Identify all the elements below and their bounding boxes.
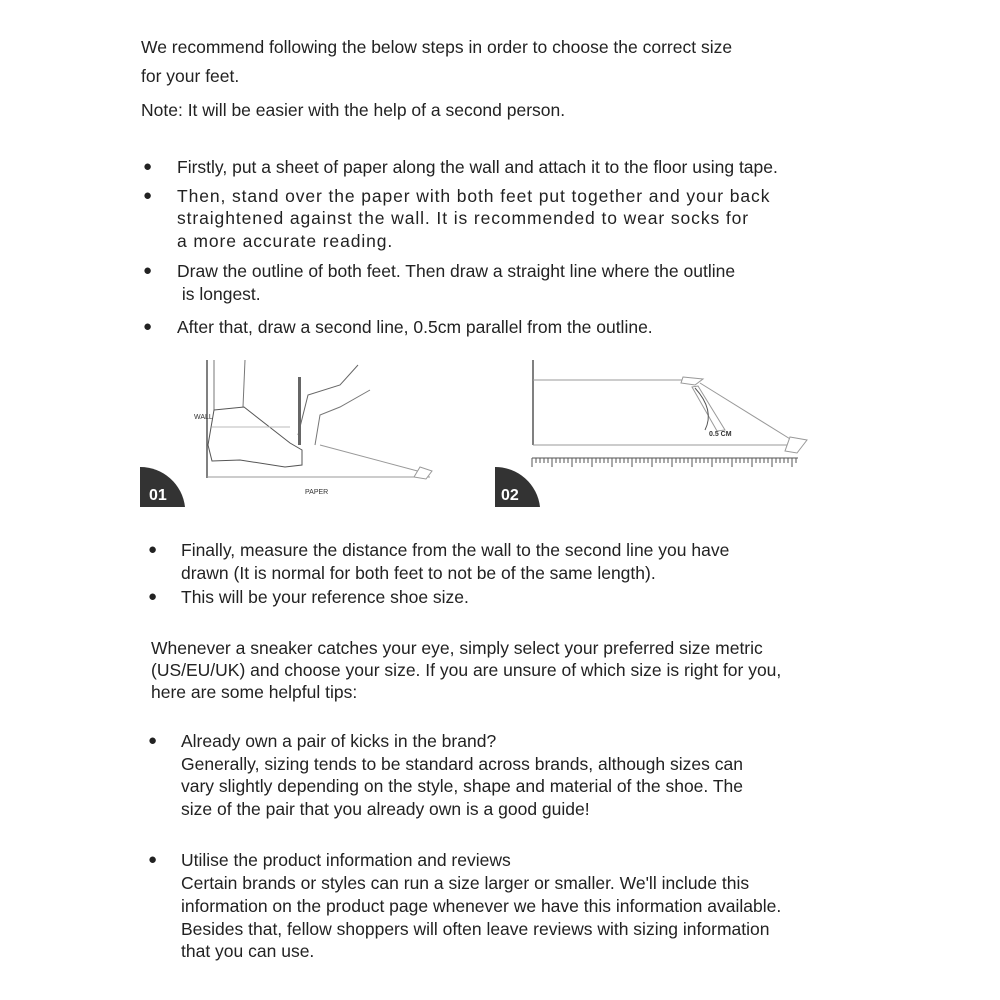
bullet: ● bbox=[148, 588, 158, 605]
step-text: This will be your reference shoe size. bbox=[181, 587, 469, 607]
note: Note: It will be easier with the help of a second person. bbox=[141, 100, 566, 120]
bullet: ● bbox=[143, 318, 153, 335]
step-text: straightened against the wall. It is recommended to wear socks for bbox=[177, 208, 750, 228]
intro-line: We recommend following the below steps in order to choose the correct size bbox=[141, 37, 733, 57]
step-text: After that, draw a second line, 0.5cm parallel from the outline. bbox=[177, 317, 653, 337]
bullet: ● bbox=[148, 732, 158, 749]
step-text: a more accurate reading. bbox=[177, 231, 394, 251]
step-text: Then, stand over the paper with both feet put together and your back bbox=[177, 186, 771, 206]
illustration-01 bbox=[140, 355, 460, 515]
paper-label: PAPER bbox=[305, 489, 329, 496]
step-text: Draw the outline of both feet. Then draw a straight line where the outline bbox=[177, 261, 736, 281]
tip-text: size of the pair that you already own is a good guide! bbox=[181, 799, 590, 819]
tip-title: Utilise the product information and reviews bbox=[181, 850, 511, 870]
paragraph-line: here are some helpful tips: bbox=[151, 682, 358, 702]
tip-text: Certain brands or styles can run a size larger or smaller. We'll include this bbox=[181, 873, 750, 893]
tip-text: information on the product page whenever we have this information available. bbox=[181, 896, 782, 916]
intro-line: for your feet. bbox=[141, 66, 240, 86]
step-text: is longest. bbox=[177, 284, 261, 304]
bullet: ● bbox=[148, 851, 158, 868]
bullet: ● bbox=[143, 187, 153, 204]
step-text: Finally, measure the distance from the wall to the second line you have bbox=[181, 540, 730, 560]
badge-01: 01 bbox=[149, 487, 167, 504]
tip-text: vary slightly depending on the style, shape and material of the shoe. The bbox=[181, 776, 743, 796]
paragraph-line: (US/EU/UK) and choose your size. If you are unsure of which size is right for you, bbox=[151, 660, 782, 680]
bullet: ● bbox=[148, 541, 158, 558]
paragraph-line: Whenever a sneaker catches your eye, simply select your preferred size metric bbox=[151, 638, 763, 658]
tip-title: Already own a pair of kicks in the brand? bbox=[181, 731, 497, 751]
wall-label: WALL bbox=[194, 414, 213, 421]
badge-02: 02 bbox=[501, 487, 519, 504]
illustration-02 bbox=[495, 355, 825, 515]
step-text: drawn (It is normal for both feet to not be of the same length). bbox=[181, 563, 656, 583]
tip-text: that you can use. bbox=[181, 941, 315, 961]
measure-label: 0.5 CM bbox=[709, 431, 732, 438]
bullet: ● bbox=[143, 158, 153, 175]
step-text: Firstly, put a sheet of paper along the wall and attach it to the floor using tape. bbox=[177, 157, 778, 177]
tip-text: Generally, sizing tends to be standard across brands, although sizes can bbox=[181, 754, 743, 774]
tip-text: Besides that, fellow shoppers will often leave reviews with sizing information bbox=[181, 919, 770, 939]
bullet: ● bbox=[143, 262, 153, 279]
